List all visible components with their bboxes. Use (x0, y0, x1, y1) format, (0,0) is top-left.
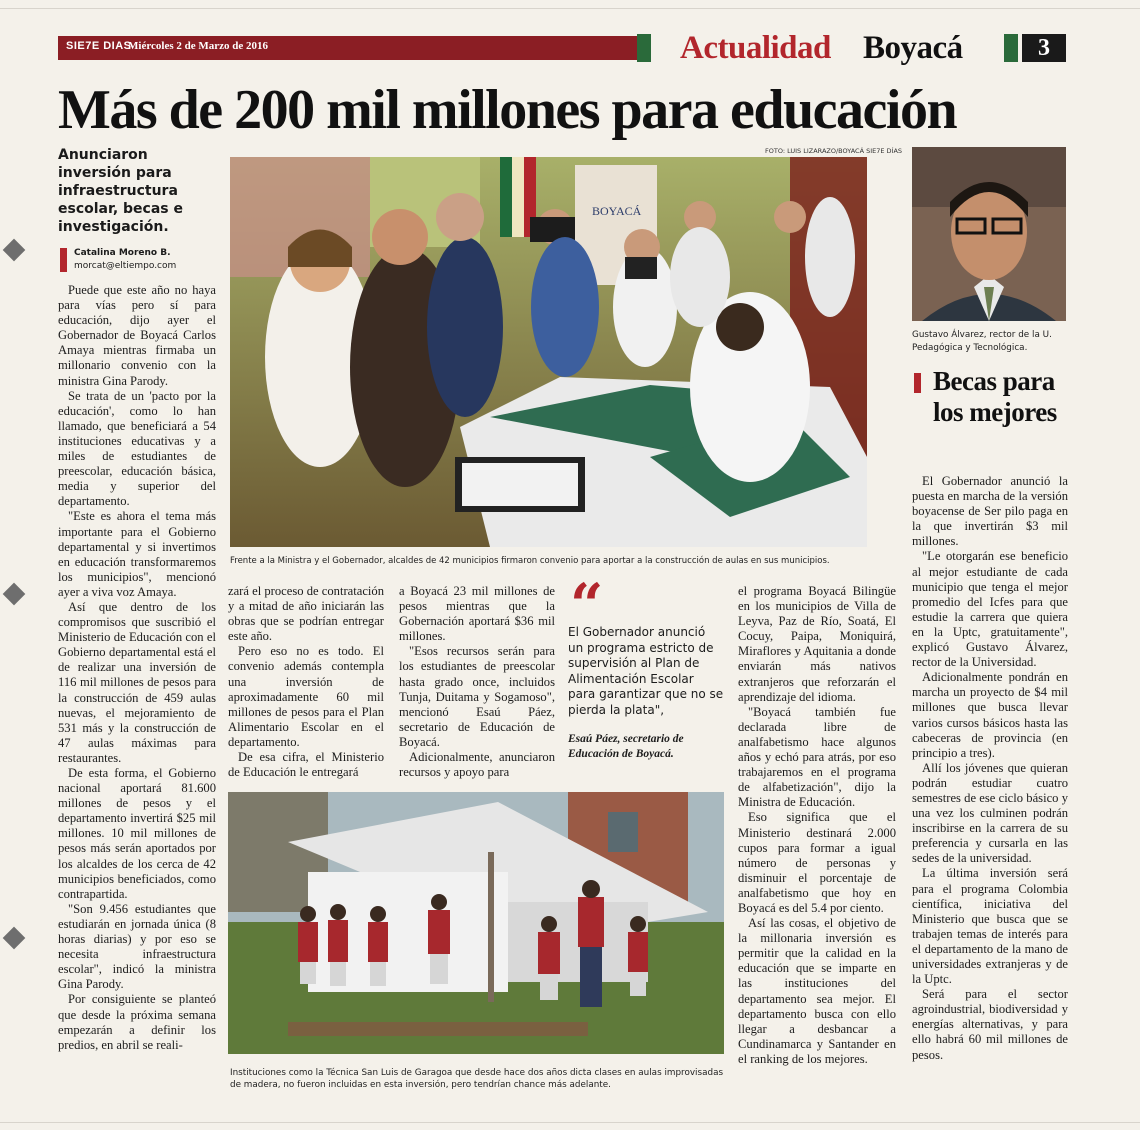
article-column-1 (58, 283, 216, 1093)
main-photo-caption: Frente a la Ministra y el Gobernador, alcaldes de 42 municipios firmaron convenio para aportar a la construcción de aulas en sus municipios. (230, 556, 830, 566)
byline-email: morcat@eltiempo.com (74, 261, 177, 271)
paragraph: El Gobernador anunció la puesta en marcha de la versión boyacense de Ser pilo paga en la que invertirán $3 mil millones. (912, 474, 1068, 549)
margin-diamond (3, 927, 26, 950)
margin-diamond (3, 583, 26, 606)
paragraph: Así que dentro de los compromisos que suscribió el Ministerio de Educación con el Gobierno departamental está el de realizar una inversión de 116 mil millones de pesos para la construcción de 459 aulas nuevas, el mejoramiento de 531 más y la construcción de 47 aulas máximas para restaurantes. (58, 599, 216, 765)
portrait-photo (912, 147, 1066, 321)
paragraph: La última inversión será para el programa Colombia científica, iniciativa del Ministerio que busca que se trabajen temas de interés para el departamento de la mano de universidades extranjeras y de la Uptc. (912, 866, 1068, 987)
article-deck: Anunciaron inversión para infraestructura escolar, becas e investigación. (58, 147, 183, 235)
top-edge-line (0, 8, 1140, 9)
paragraph: a Boyacá 23 mil millones de pesos mientras que la Gobernación aportará $36 mil millones. (399, 584, 555, 644)
article-column-5 (738, 584, 896, 1094)
pull-quote-attribution: Esaú Páez, secretario de Educación de Boyacá. (568, 733, 684, 760)
bottom-edge-line (0, 1122, 1140, 1123)
school-scene-illustration (228, 792, 724, 1054)
paragraph: Puede que este año no haya para vías pero sí para educación, dijo ayer el Gobernador de Boyacá Carlos Amaya mientras firmaba un millonario convenio con la ministra Gina Parody. (58, 283, 216, 388)
paragraph: De esa cifra, el Ministerio de Educación le entregará (228, 750, 384, 780)
header-green-block (637, 34, 651, 62)
article-column-3 (399, 584, 555, 784)
quote-mark-icon: “ (570, 571, 604, 639)
paragraph: "Esos recursos serán para los estudiantes de preescolar hasta grado once, incluidos Tunja, Duitama y Sogamoso", mencionó Esaú Páez, secretario de Educación de Boyacá. (399, 644, 555, 749)
paragraph: "Son 9.456 estudiantes que estudiarán en jornada única (8 horas diarias) y por eso se necesita infraestructura escolar", indicó la ministra Gina Parody. (58, 901, 216, 992)
main-photo (230, 157, 867, 547)
issue-date: Miércoles 2 de Marzo de 2016 (128, 40, 269, 52)
portrait-caption: Gustavo Álvarez, rector de la U. Pedagógica y Tecnológica. (912, 330, 1052, 353)
paragraph: zará el proceso de contratación y a mitad de año iniciarán las obras que se podrían entregar este año. (228, 584, 384, 644)
paragraph: "Le otorgarán ese beneficio al mejor estudiante de cada municipio que tenga el mejor promedio del Icfes para que estudie la carrera que quiera en la Uptc, gratuitamente", explicó Gustavo Álvarez, rector de la Universidad. (912, 549, 1068, 670)
paragraph: Eso significa que el Ministerio destinará 2.000 cupos para formar a igual número de personas y disminuir el porcentaje de analfabetismo que hoy en Boyacá es del 5.4 por ciento. (738, 810, 896, 915)
page-number: 3 (1022, 34, 1066, 62)
banner-text: BOYACÁ (592, 204, 642, 218)
paragraph: De esta forma, el Gobierno nacional aportará 81.600 millones de pesos y el departamento invertirá $25 mil millones. 10 mil millones de pesos más serán aportados por los alcaldes de los cerca de 42 municipios beneficiados, como contrapartida. (58, 766, 216, 901)
byline-marker (60, 248, 67, 272)
paragraph: Adicionalmente pondrán en marcha un proyecto de $4 mil millones que busca llevar varios cursos básicos hasta las cabeceras de provincia (en principio a tres). (912, 670, 1068, 760)
paragraph: Allí los jóvenes que quieran podrán estudiar cuatro semestres de ese ciclo básico y una vez los culminen podrán inscribirse en la carrera de su preferencia y cursarla en las sedes de la universidad. (912, 760, 1068, 866)
sidebar-column (912, 474, 1068, 1094)
article-headline: Más de 200 mil millones para educación (58, 79, 957, 141)
sidebar-heading-marker (914, 373, 921, 393)
portrait-illustration (912, 147, 1066, 321)
signing-scene-illustration (230, 157, 867, 547)
newspaper-brand: SIE7E DIAS (66, 40, 132, 52)
paragraph: Así las cosas, el objetivo de la millonaria inversión es permitir que la calidad en la educación que se imparte en las instituciones del departamento sea mejor. El departamento busca con ello llegar a desbancar a Cundinamarca y Santander en el ranking de los mejores. (738, 916, 896, 1066)
sidebar-heading: Becas para los mejores (933, 366, 1057, 427)
section-title-primary: Actualidad (680, 30, 831, 66)
margin-diamond (3, 239, 26, 262)
paragraph: Pero eso no es todo. El convenio además contempla una inversión de aproximadamente 60 mil millones de pesos para el Plan Alimentario Escolar en el departamento. (228, 644, 384, 749)
page-number-green-block (1004, 34, 1018, 62)
paragraph: Se trata de un 'pacto por la educación', como lo han llamado, que beneficiará a 54 instituciones educativas y a miles de estudiantes de preescolar, educación básica, media y superior del departamento. (58, 388, 216, 509)
pull-quote-text: El Gobernador anunció un programa estricto de supervisión al Plan de Alimentación Escolar para garantizar que no se pierda la plata", (568, 625, 724, 717)
paragraph: "Este es ahora el tema más importante para el Gobierno departamental y si invertimos en educación transformaremos los municipios", mencionó ayer a viva voz Amaya. (58, 509, 216, 599)
school-photo-caption: Instituciones como la Técnica San Luis de Garagoa que desde hace dos años dicta clases en aulas improvisadas de madera, no fueron incluidas en esta inversión, pero tendrían chance más adelante. (230, 1068, 724, 1090)
article-column-2 (228, 584, 384, 784)
paragraph: Por consiguiente se planteó que desde la próxima semana empezarán a definir los predios, en abril se reali- (58, 992, 216, 1052)
photo-credit: FOTO: LUIS LIZARAZO/BOYACÁ SIE7E DÍAS (765, 147, 903, 155)
school-photo (228, 792, 724, 1054)
section-title-secondary: Boyacá (863, 30, 963, 66)
paragraph: Adicionalmente, anunciaron recursos y apoyo para (399, 750, 555, 780)
paragraph: el programa Boyacá Bilingüe en los municipios de Villa de Leyva, Paz de Río, Soatá, El Cocuy, Paipa, Moniquirá, Miraflores y Aquitania a donde enviarán más nativos extranjeros que reforzarán el aprendizaje del idioma. (738, 584, 896, 704)
paragraph: "Boyacá también fue declarada libre de analfabetismo hace algunos años y echó para atrás, por eso trabajaremos en el programa de alfabetización", dijo la Ministra de Educación. (738, 704, 896, 810)
byline-author: Catalina Moreno B. (74, 248, 171, 258)
paragraph: Será para el sector agroindustrial, biodiversidad y energías alternativas, y para ello habrá 60 mil millones de pesos. (912, 987, 1068, 1062)
